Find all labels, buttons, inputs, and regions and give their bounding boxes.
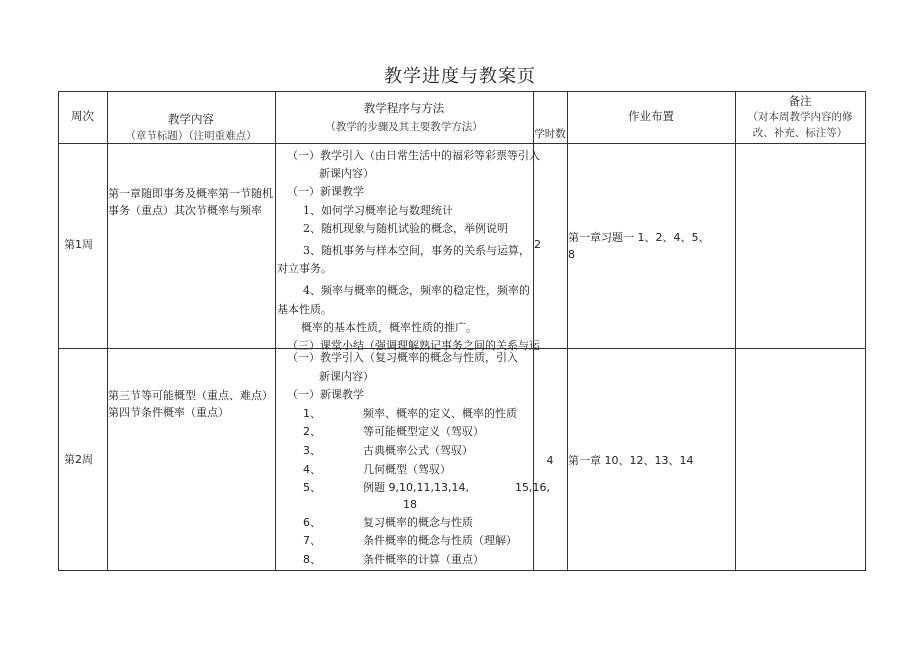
procedure-item: 5、 例题 9,10,11,13,14, 15,16, (303, 481, 550, 495)
header-procedure: 教学程序与方法 （教学的步骤及其主要教学方法） (325, 101, 483, 133)
table-border-right (865, 91, 866, 571)
column-divider (735, 91, 736, 571)
procedure-item: 2、 等可能概型定义（驾驭） (303, 425, 484, 439)
header-content: 教学内容 （章节标题）（注明重难点） (125, 112, 257, 142)
week-1-homework: 第一章习题一 1、2、4、5、 8 (568, 231, 710, 261)
procedure-item: 8、 条件概率的计算（重点） (303, 552, 484, 566)
header-notes: 备注 （对本周教学内容的修 改、补充、标注等） (747, 94, 853, 139)
header-week: 周次 (71, 109, 94, 123)
header-homework: 作业布置 (628, 109, 674, 123)
procedure-item: 7、 条件概率的概念与性质（理解） (303, 534, 517, 548)
table-border-left (58, 91, 59, 571)
week-2-procedure: （一）教学引入（复习概率的概念与性质，引入 新课内容） （一）新课教学 1、 频率、概率的定义、概率的性质 2、 等可能概型定义（驾驭） 3、 古典概率公式（驾驭） 4、 几何概型（驾驭） 5、 例题 9,10,11,13,14, 15,16, 18 6、 复习概率的概念与性质 7、 条件概率的概念与性质（理解） 8、 条件概率的计算（重点） (277, 349, 533, 570)
week-2-content: 第三节等可能概型（重点、难点） 第四节条件概率（重点） (108, 389, 273, 419)
procedure-item: 1、 频率、概率的定义、概率的性质 (303, 406, 517, 420)
table-border-top (58, 91, 866, 92)
week-1-content: 第一章随即事务及概率第一节随机 事务（重点）其次节概率与频率 (108, 187, 273, 217)
week-2-label: 第2周 (64, 453, 93, 466)
procedure-item: 6、 复习概率的概念与性质 (303, 515, 473, 529)
week-2-homework: 第一章 10、12、13、14 (568, 454, 694, 467)
table-border-bottom (58, 570, 866, 571)
procedure-item: 3、 古典概率公式（驾驭） (303, 443, 473, 457)
week-2-hours: 4 (546, 454, 554, 467)
column-divider (107, 91, 108, 571)
week-1-procedure: （一）教学引入（由日常生活中的福彩等彩票等引入 新课内容） （一）新课教学 1、如何学习概率论与数理统计 2、随机现象与随机试验的概念，举例说明 3、随机事务与样本空间，事务的关系与运算， 对立事务。 4、频率与概率的概念，频率的稳定性，频率的 基本性质。 概率的基本性质，概率性质的推广。 （三）课堂小结（强调理解熟记事务之间的关系与运 (277, 149, 540, 353)
week-1-hours: 2 (534, 238, 541, 251)
procedure-item: 4、 几何概型（驾驭） (303, 462, 451, 476)
column-divider (275, 91, 276, 571)
page-title: 教学进度与教案页 (384, 66, 536, 87)
schedule-table (58, 91, 866, 571)
header-hours: 学时数 (534, 128, 566, 140)
week-1-label: 第1周 (64, 238, 93, 251)
column-divider (567, 91, 568, 571)
